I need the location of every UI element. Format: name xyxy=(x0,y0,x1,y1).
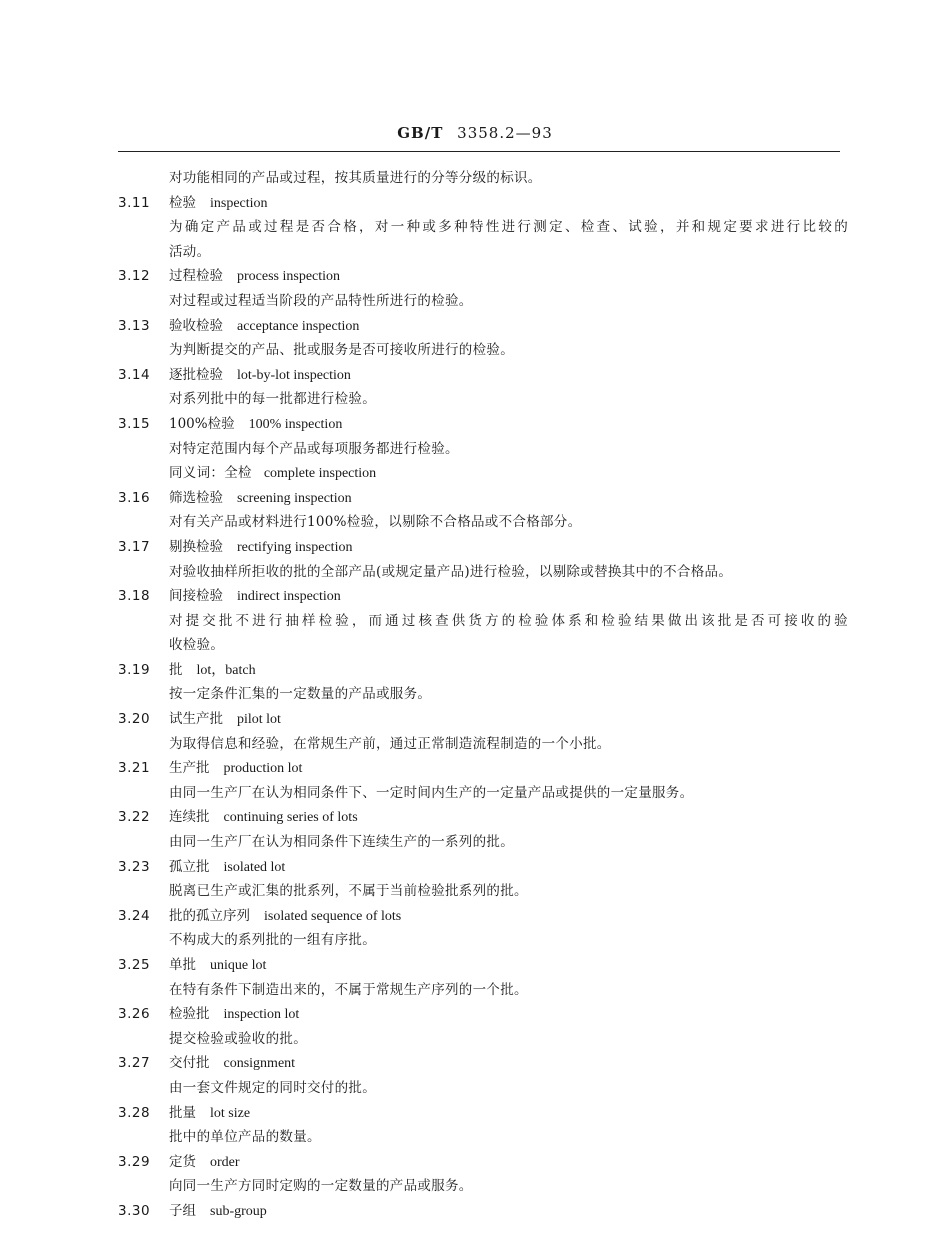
term-english: continuing series of lots xyxy=(223,810,358,826)
clause-number: 3.20 xyxy=(118,711,151,728)
definition-line xyxy=(118,338,848,363)
term-chinese: 单批 xyxy=(169,957,196,973)
definition-line xyxy=(118,928,848,953)
term-heading xyxy=(118,1150,848,1175)
clause-number: 3.25 xyxy=(118,957,151,973)
clause-number: 3.21 xyxy=(118,760,151,777)
definition-line xyxy=(118,978,848,1003)
term-english: screening inspection xyxy=(237,490,352,506)
term-chinese: 批 xyxy=(169,661,183,678)
synonym-chinese: 同义词：全检 xyxy=(169,465,252,482)
term-english: order xyxy=(210,1154,240,1170)
page-header xyxy=(0,124,950,142)
term-english: production lot xyxy=(223,761,303,777)
clause-number: 3.23 xyxy=(118,858,151,875)
definition-line xyxy=(118,1174,848,1199)
clause-number: 3.11 xyxy=(118,194,151,211)
clause-number: 3.24 xyxy=(118,907,151,924)
definition-line xyxy=(118,1076,848,1101)
definition-text: 对有关产品或材料进行100%检验，以剔除不合格品或不合格部分。 xyxy=(169,514,582,531)
term-heading xyxy=(118,805,848,830)
definition-line xyxy=(118,215,848,240)
header-rule xyxy=(118,151,840,152)
term-chinese: 子组 xyxy=(169,1202,196,1219)
definition-text: 对过程或过程适当阶段的产品特性所进行的检验。 xyxy=(169,292,473,309)
definition-text: 为取得信息和经验，在常规生产前，通过正常制造流程制造的一个小批。 xyxy=(169,735,611,752)
definition-line xyxy=(118,240,848,265)
term-english: rectifying inspection xyxy=(237,539,353,555)
term-heading xyxy=(118,264,848,289)
clause-number: 3.13 xyxy=(118,317,151,334)
term-chinese: 100%检验 xyxy=(169,415,235,432)
term-english: isolated sequence of lots xyxy=(264,908,402,924)
term-english: process inspection xyxy=(237,269,341,285)
definition-text: 活动。 xyxy=(169,243,211,260)
definition-line xyxy=(118,879,848,904)
definition-line xyxy=(118,732,848,757)
definition-text: 不构成大的系列批的一组有序批。 xyxy=(169,932,376,949)
definition-line xyxy=(118,609,848,634)
clause-number: 3.26 xyxy=(118,1006,151,1023)
term-heading xyxy=(118,904,848,929)
term-english: acceptance inspection xyxy=(237,318,360,334)
definition-line xyxy=(118,289,848,314)
definition-text: 由一套文件规定的同时交付的批。 xyxy=(169,1079,376,1096)
term-chinese: 孤立批 xyxy=(169,858,210,875)
definition-text: 由同一生产厂在认为相同条件下连续生产的一系列的批。 xyxy=(169,834,514,851)
definition-line xyxy=(118,437,848,462)
term-heading xyxy=(118,1199,848,1224)
definition-line xyxy=(118,560,848,585)
definition-text: 为确定产品或过程是否合格，对一种或多种特性进行测定、检查、试验，并和规定要求进行比较的 xyxy=(169,219,848,236)
term-chinese: 剔换检验 xyxy=(169,538,223,555)
clause-number: 3.18 xyxy=(118,588,151,605)
clause-number: 3.12 xyxy=(118,268,151,285)
definition-text: 对特定范围内每个产品或每项服务都进行检验。 xyxy=(169,440,459,457)
term-heading xyxy=(118,412,848,437)
definition-text: 对系列批中的每一批都进行检验。 xyxy=(169,391,376,408)
term-chinese: 间接检验 xyxy=(169,588,223,605)
definition-text: 在特有条件下制造出来的，不属于常规生产序列的一个批。 xyxy=(169,981,528,998)
standard-code: GB/T xyxy=(397,124,444,142)
definition-text: 脱离已生产或汇集的批系列，不属于当前检验批系列的批。 xyxy=(169,883,528,900)
definition-text: 批中的单位产品的数量。 xyxy=(169,1129,321,1146)
definition-line xyxy=(118,1125,848,1150)
term-heading xyxy=(118,658,848,683)
term-heading xyxy=(118,707,848,732)
term-chinese: 筛选检验 xyxy=(169,489,223,506)
term-chinese: 逐批检验 xyxy=(169,366,223,383)
definition-text: 由同一生产厂在认为相同条件下、一定时间内生产的一定量产品或提供的一定量服务。 xyxy=(169,784,694,801)
clause-number: 3.28 xyxy=(118,1104,151,1121)
term-chinese: 批的孤立序列 xyxy=(169,907,250,924)
term-heading xyxy=(118,584,848,609)
definition-text: 提交检验或验收的批。 xyxy=(169,1030,307,1047)
term-heading xyxy=(118,191,848,216)
definition-text: 按一定条件汇集的一定数量的产品或服务。 xyxy=(169,686,432,703)
clause-number: 3.15 xyxy=(118,415,151,432)
definition-text: 对验收抽样所拒收的批的全部产品(或规定量产品)进行检验，以剔除或替换其中的不合格品。 xyxy=(169,563,733,580)
term-english: lot，batch xyxy=(196,662,256,678)
definition-line xyxy=(118,682,848,707)
term-heading xyxy=(118,363,848,388)
term-heading xyxy=(118,953,848,978)
clause-number: 3.27 xyxy=(118,1055,151,1072)
term-english: lot size xyxy=(210,1105,251,1121)
term-heading xyxy=(118,486,848,511)
standard-number: 3358.2—93 xyxy=(457,124,553,142)
term-heading xyxy=(118,314,848,339)
term-chinese: 交付批 xyxy=(169,1055,210,1072)
synonym-line xyxy=(118,461,848,486)
term-chinese: 连续批 xyxy=(169,809,210,826)
definition-line xyxy=(118,387,848,412)
term-english: inspection xyxy=(210,195,268,211)
term-english: 100% inspection xyxy=(248,416,343,432)
term-heading xyxy=(118,1002,848,1027)
term-heading xyxy=(118,855,848,880)
definition-text: 为判断提交的产品、批或服务是否可接收所进行的检验。 xyxy=(169,342,514,359)
term-english: lot-by-lot inspection xyxy=(237,367,351,383)
term-heading xyxy=(118,535,848,560)
clause-number: 3.30 xyxy=(118,1202,151,1219)
term-english: inspection lot xyxy=(223,1007,300,1023)
clause-number: 3.19 xyxy=(118,661,151,678)
definition-line xyxy=(118,510,848,535)
definition-text: 向同一生产方同时定购的一定数量的产品或服务。 xyxy=(169,1178,473,1195)
term-chinese: 检验 xyxy=(169,194,196,211)
clause-number: 3.14 xyxy=(118,366,151,383)
lead-line: 对功能相同的产品或过程，按其质量进行的分等分级的标识。 xyxy=(169,170,542,186)
term-english: unique lot xyxy=(210,958,267,973)
term-chinese: 批量 xyxy=(169,1104,196,1121)
term-english: sub-group xyxy=(210,1203,267,1219)
definition-line xyxy=(118,1027,848,1052)
definition-line xyxy=(118,633,848,658)
clause-number: 3.16 xyxy=(118,489,151,506)
definitions-list xyxy=(118,166,848,1224)
term-heading xyxy=(118,756,848,781)
definition-line xyxy=(118,830,848,855)
term-heading xyxy=(118,1101,848,1126)
term-chinese: 过程检验 xyxy=(169,268,223,285)
term-heading xyxy=(118,1051,848,1076)
clause-number: 3.22 xyxy=(118,809,151,826)
term-chinese: 检验批 xyxy=(169,1006,210,1023)
term-chinese: 定货 xyxy=(169,1153,196,1170)
definition-text: 对提交批不进行抽样检验，而通过核查供货方的检验体系和检验结果做出该批是否可接收的验 xyxy=(169,612,848,629)
term-chinese: 试生产批 xyxy=(169,711,223,728)
term-english: isolated lot xyxy=(223,859,286,875)
term-chinese: 验收检验 xyxy=(169,317,223,334)
term-english: pilot lot xyxy=(237,712,281,728)
clause-number: 3.17 xyxy=(118,538,151,555)
term-english: indirect inspection xyxy=(237,589,341,605)
definition-line xyxy=(118,781,848,806)
clause-number: 3.29 xyxy=(118,1153,151,1170)
term-english: consignment xyxy=(223,1056,296,1072)
definition-text: 收检验。 xyxy=(169,637,225,654)
synonym-english: complete inspection xyxy=(263,466,377,482)
term-chinese: 生产批 xyxy=(169,760,210,777)
